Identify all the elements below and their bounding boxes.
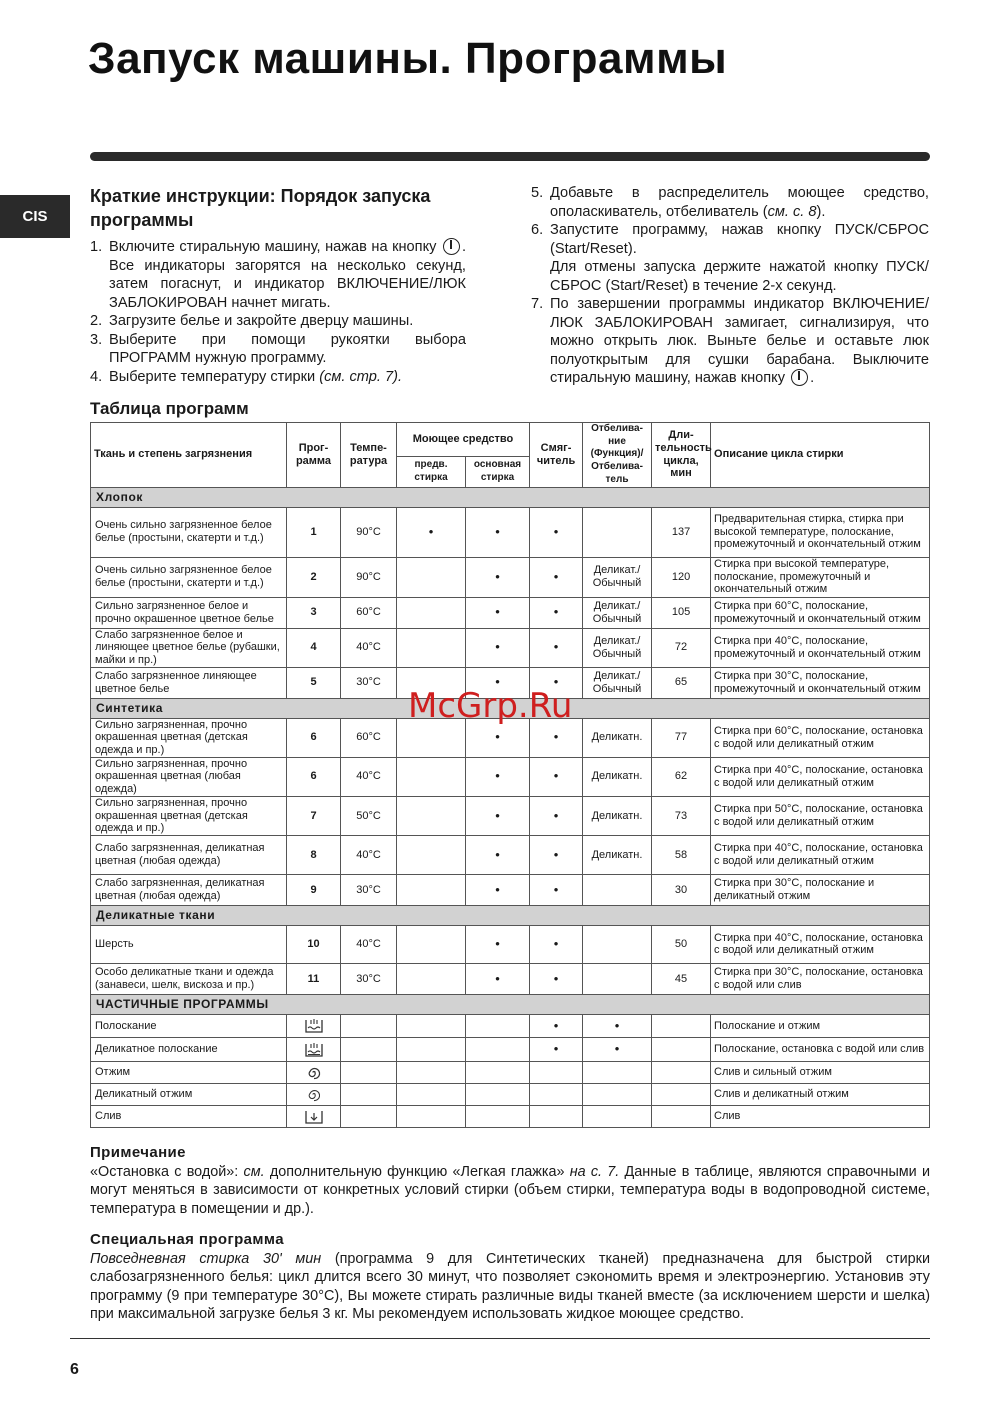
cell-description: Стирка при 40°C, полоскание, остановка с водой или деликатный отжим xyxy=(711,835,930,874)
footer-rule xyxy=(70,1338,930,1339)
cell-duration: 45 xyxy=(652,963,711,994)
table-row xyxy=(91,796,930,835)
cell-fabric: Особо деликатные ткани и одежда (занавеси, шелк, вискоза и пр.) xyxy=(91,963,287,994)
cell-mainwash: • xyxy=(466,507,530,557)
cell-softener: • xyxy=(530,925,583,963)
cell-program: 6 xyxy=(287,757,341,796)
cell-duration: 120 xyxy=(652,557,711,597)
cell-softener: • xyxy=(530,874,583,905)
cell-program xyxy=(287,1037,341,1061)
cell-temp xyxy=(341,1061,397,1083)
cell-softener: • xyxy=(530,1014,583,1037)
cell-prewash xyxy=(397,597,466,628)
cell-mainwash: • xyxy=(466,557,530,597)
cell-fabric: Слабо загрязненное белое и линяющее цветное белье (рубашки, майки и пр.) xyxy=(91,628,287,667)
cell-bleach xyxy=(583,874,652,905)
cell-temp: 40°C xyxy=(341,757,397,796)
cell-softener: • xyxy=(530,507,583,557)
cell-duration: 62 xyxy=(652,757,711,796)
instructions-left xyxy=(90,184,466,386)
cell-duration: 77 xyxy=(652,718,711,757)
cell-prewash: • xyxy=(397,507,466,557)
cell-duration: 50 xyxy=(652,925,711,963)
header-prewash: предв. стирка xyxy=(397,457,466,487)
cell-prewash xyxy=(397,1037,466,1061)
cell-temp: 30°C xyxy=(341,963,397,994)
cell-description: Стирка при 60°C, полоскание, остановка с водой или деликатный отжим xyxy=(711,718,930,757)
header-detergent: Моющее средство xyxy=(397,423,530,457)
special-heading: Специальная программа xyxy=(90,1231,284,1248)
cell-temp: 40°C xyxy=(341,628,397,667)
cell-prewash xyxy=(397,757,466,796)
cell-program: 6 xyxy=(287,718,341,757)
cell-program xyxy=(287,1105,341,1127)
cell-mainwash xyxy=(466,1105,530,1127)
cell-duration xyxy=(652,1037,711,1061)
step-6: 6. Запустите программу, нажав кнопку ПУСК/СБРОС (Start/Reset). Для отмены запуска держите нажатой кнопку ПУСК/СБРОС (Start/Reset) в течение 2-х секунд. xyxy=(531,222,929,294)
note-heading: Примечание xyxy=(90,1144,186,1161)
cell-duration xyxy=(652,1105,711,1127)
cell-prewash xyxy=(397,1083,466,1105)
cell-description: Стирка при 40°C, полоскание, остановка с водой или деликатный отжим xyxy=(711,757,930,796)
cell-description: Стирка при 50°C, полоскание, остановка с водой или деликатный отжим xyxy=(711,796,930,835)
step-7: 7. По завершении программы индикатор ВКЛЮЧЕНИЕ/ЛЮК ЗАБЛОКИРОВАН замигает, сигнализируя, что можно открыть люк. Выньте белье и оставьте люк полуоткрытым для сушки барабана. Выключите стиральную машину, нажав кнопку . xyxy=(531,296,929,386)
cell-program: 2 xyxy=(287,557,341,597)
cell-prewash xyxy=(397,835,466,874)
cell-description: Предварительная стирка, стирка при высокой температуре, полоскание, промежуточный и окончательный отжим xyxy=(711,507,930,557)
cell-bleach xyxy=(583,507,652,557)
step-3: 3. Выберите при помощи рукоятки выбора ПРОГРАММ нужную программу. xyxy=(90,331,466,366)
table-row xyxy=(91,1061,930,1083)
cell-softener: • xyxy=(530,718,583,757)
section-header: ЧАСТИЧНЫЕ ПРОГРАММЫ xyxy=(91,994,930,1014)
cell-bleach xyxy=(583,1061,652,1083)
table-row xyxy=(91,757,930,796)
cell-duration: 105 xyxy=(652,597,711,628)
cell-mainwash: • xyxy=(466,757,530,796)
cell-bleach: Деликатн. xyxy=(583,757,652,796)
cell-mainwash: • xyxy=(466,963,530,994)
instructions-heading: Краткие инструкции: Порядок запуска программы xyxy=(90,186,431,230)
cell-softener xyxy=(530,1105,583,1127)
section-header: Деликатные ткани xyxy=(91,905,930,925)
cell-description: Стирка при 60°C, полоскание, промежуточный и окончательный отжим xyxy=(711,597,930,628)
cell-prewash xyxy=(397,1105,466,1127)
power-button-icon xyxy=(443,238,460,255)
cell-bleach xyxy=(583,1083,652,1105)
header-program: Прог-рамма xyxy=(287,423,341,488)
delicate-rinse-icon xyxy=(304,1041,324,1058)
cell-mainwash: • xyxy=(466,925,530,963)
cell-program: 9 xyxy=(287,874,341,905)
cell-description: Полоскание, остановка с водой или слив xyxy=(711,1037,930,1061)
cell-fabric: Отжим xyxy=(91,1061,287,1083)
cell-duration: 137 xyxy=(652,507,711,557)
cell-description: Слив и деликатный отжим xyxy=(711,1083,930,1105)
note-text: «Остановка с водой»: см. дополнительную функцию «Легкая глажка» на с. 7. Данные в таблице, являются справочными и могут меняться в зависимости от конкретных условий стирки (объем стирки, температура воды в водопроводной системе, температура в помещении и др.). xyxy=(90,1163,930,1217)
cell-fabric: Сильно загрязненная, прочно окрашенная цветная (детская одежда и пр.) xyxy=(91,796,287,835)
cell-program: 1 xyxy=(287,507,341,557)
cell-bleach xyxy=(583,925,652,963)
section-header: Хлопок xyxy=(91,487,930,507)
special-text: Повседневная стирка 30' мин (программа 9 для Синтетических тканей) предназначена для быстрой стирки слабозагрязненного белья: цикл длится всего 30 минут, что позволяет сэкономить время и электроэнергию. Установив эту программу (9 при температуре 30°C), Вы можете стирать различные виды тканей вместе (за исключением шерсти и шелка) при максимальной загрузке белья 3 кг. Мы рекомендуем использовать жидкое моющее средство. xyxy=(90,1250,931,1322)
cell-program xyxy=(287,1083,341,1105)
cell-fabric: Деликатное полоскание xyxy=(91,1037,287,1061)
cell-prewash xyxy=(397,796,466,835)
cell-softener: • xyxy=(530,597,583,628)
header-mainwash: основная стирка xyxy=(466,457,530,487)
table-row xyxy=(91,1105,930,1127)
cell-mainwash: • xyxy=(466,874,530,905)
delicate-spin-icon xyxy=(304,1086,324,1103)
note-block xyxy=(90,1144,930,1218)
step-4: 4. Выберите температуру стирки (см. стр. 7). xyxy=(90,368,403,385)
table-row xyxy=(91,1037,930,1061)
table-row xyxy=(91,874,930,905)
cell-duration: 65 xyxy=(652,667,711,698)
cell-program: 11 xyxy=(287,963,341,994)
cell-fabric: Слабо загрязненное линяющее цветное белье xyxy=(91,667,287,698)
cell-temp: 40°C xyxy=(341,835,397,874)
cell-temp: 90°C xyxy=(341,557,397,597)
cell-softener: • xyxy=(530,757,583,796)
cell-description: Слив xyxy=(711,1105,930,1127)
cell-mainwash: • xyxy=(466,835,530,874)
step-2: 2. Загрузите белье и закройте дверцу машины. xyxy=(90,313,414,329)
header-duration: Дли-тельность цикла, мин xyxy=(652,423,711,488)
cell-duration xyxy=(652,1061,711,1083)
cell-temp xyxy=(341,1037,397,1061)
title-rule xyxy=(90,152,930,161)
cell-program xyxy=(287,1061,341,1083)
cell-description: Слив и сильный отжим xyxy=(711,1061,930,1083)
cell-prewash xyxy=(397,963,466,994)
cell-program: 5 xyxy=(287,667,341,698)
cell-fabric: Деликатный отжим xyxy=(91,1083,287,1105)
page-number: 6 xyxy=(70,1361,79,1378)
cell-description: Стирка при 40°C, полоскание, остановка с водой или деликатный отжим xyxy=(711,925,930,963)
table-row xyxy=(91,1014,930,1037)
cell-temp: 50°C xyxy=(341,796,397,835)
cell-description: Стирка при 30°C, полоскание, промежуточный и окончательный отжим xyxy=(711,667,930,698)
table-row xyxy=(91,1083,930,1105)
cell-mainwash xyxy=(466,1037,530,1061)
cell-mainwash: • xyxy=(466,628,530,667)
cell-fabric: Сильно загрязненная, прочно окрашенная цветная (любая одежда) xyxy=(91,757,287,796)
cell-fabric: Слив xyxy=(91,1105,287,1127)
cell-duration: 72 xyxy=(652,628,711,667)
cell-fabric: Слабо загрязненная, деликатная цветная (любая одежда) xyxy=(91,835,287,874)
step-1: 1. Включите стиральную машину, нажав на кнопку . Все индикаторы загорятся на несколько секунд, затем погаснут, и индикатор ВКЛЮЧЕНИЕ/ЛЮК ЗАБЛОКИРОВАН начнет мигать. xyxy=(90,239,466,311)
cell-prewash xyxy=(397,874,466,905)
cell-softener: • xyxy=(530,835,583,874)
language-tab: CIS xyxy=(0,195,70,238)
cell-fabric: Очень сильно загрязненное белое белье (простыни, скатерти и т.д.) xyxy=(91,507,287,557)
cell-mainwash: • xyxy=(466,718,530,757)
cell-bleach: Деликат./ Обычный xyxy=(583,628,652,667)
page-title: Запуск машины. Программы xyxy=(88,34,728,83)
cell-temp: 60°C xyxy=(341,718,397,757)
cell-softener: • xyxy=(530,628,583,667)
cell-softener: • xyxy=(530,963,583,994)
spin-icon xyxy=(304,1064,324,1081)
cell-fabric: Очень сильно загрязненное белое белье (простыни, скатерти и т.д.) xyxy=(91,557,287,597)
cell-prewash xyxy=(397,557,466,597)
cell-duration: 30 xyxy=(652,874,711,905)
table-title: Таблица программ xyxy=(90,399,249,418)
header-fabric: Ткань и степень загрязнения xyxy=(91,423,287,488)
cell-program: 8 xyxy=(287,835,341,874)
table-row xyxy=(91,963,930,994)
cell-temp xyxy=(341,1083,397,1105)
cell-duration: 58 xyxy=(652,835,711,874)
cell-softener: • xyxy=(530,667,583,698)
programs-table xyxy=(90,422,930,1128)
cell-softener xyxy=(530,1061,583,1083)
cell-softener: • xyxy=(530,1037,583,1061)
instructions-right xyxy=(531,184,929,388)
cell-fabric: Полоскание xyxy=(91,1014,287,1037)
cell-bleach: Деликат./ Обычный xyxy=(583,597,652,628)
table-row xyxy=(91,628,930,667)
cell-duration: 73 xyxy=(652,796,711,835)
cell-fabric: Сильно загрязненное белое и прочно окрашенное цветное белье xyxy=(91,597,287,628)
cell-temp: 90°C xyxy=(341,507,397,557)
cell-description: Полоскание и отжим xyxy=(711,1014,930,1037)
cell-bleach: Деликат./ Обычный xyxy=(583,557,652,597)
cell-program: 7 xyxy=(287,796,341,835)
cell-prewash xyxy=(397,1014,466,1037)
cell-mainwash xyxy=(466,1083,530,1105)
table-row xyxy=(91,597,930,628)
cell-fabric: Сильно загрязненная, прочно окрашенная цветная (детская одежда и пр.) xyxy=(91,718,287,757)
cell-temp xyxy=(341,1014,397,1037)
cell-mainwash: • xyxy=(466,597,530,628)
special-block xyxy=(90,1231,930,1324)
cell-softener: • xyxy=(530,796,583,835)
cell-bleach: • xyxy=(583,1037,652,1061)
header-description: Описание цикла стирки xyxy=(711,423,930,488)
cell-description: Стирка при 40°C, полоскание, промежуточный и окончательный отжим xyxy=(711,628,930,667)
cell-bleach: Деликат./ Обычный xyxy=(583,667,652,698)
cell-mainwash: • xyxy=(466,667,530,698)
power-button-icon xyxy=(791,369,808,386)
cell-bleach: Деликатн. xyxy=(583,796,652,835)
cell-fabric: Слабо загрязненная, деликатная цветная (любая одежда) xyxy=(91,874,287,905)
cell-duration xyxy=(652,1014,711,1037)
header-bleach: Отбелива-ние (Функция)/ Отбелива-тель xyxy=(583,423,652,488)
cell-program: 4 xyxy=(287,628,341,667)
cell-mainwash: • xyxy=(466,796,530,835)
step-5: 5. Добавьте в распределитель моющее средство, ополаскиватель, отбеливатель (см. с. 8). xyxy=(531,185,929,220)
table-row xyxy=(91,925,930,963)
cell-prewash xyxy=(397,628,466,667)
cell-bleach: • xyxy=(583,1014,652,1037)
header-temp: Темпе-ратура xyxy=(341,423,397,488)
cell-temp xyxy=(341,1105,397,1127)
cell-prewash xyxy=(397,1061,466,1083)
cell-prewash xyxy=(397,925,466,963)
cell-bleach xyxy=(583,963,652,994)
table-row xyxy=(91,835,930,874)
rinse-icon xyxy=(304,1017,324,1034)
cell-fabric: Шерсть xyxy=(91,925,287,963)
cell-mainwash xyxy=(466,1014,530,1037)
header-softener: Смяг-читель xyxy=(530,423,583,488)
cell-temp: 30°C xyxy=(341,667,397,698)
cell-softener xyxy=(530,1083,583,1105)
table-row xyxy=(91,557,930,597)
cell-program: 3 xyxy=(287,597,341,628)
cell-bleach xyxy=(583,1105,652,1127)
cell-description: Стирка при 30°C, полоскание и деликатный отжим xyxy=(711,874,930,905)
cell-softener: • xyxy=(530,557,583,597)
cell-temp: 40°C xyxy=(341,925,397,963)
cell-description: Стирка при 30°C, полоскание, остановка с водой или слив xyxy=(711,963,930,994)
cell-temp: 60°C xyxy=(341,597,397,628)
cell-program: 10 xyxy=(287,925,341,963)
cell-bleach: Деликатн. xyxy=(583,835,652,874)
table-row xyxy=(91,507,930,557)
cell-bleach: Деликатн. xyxy=(583,718,652,757)
watermark: McGrp.Ru xyxy=(408,686,573,726)
cell-program xyxy=(287,1014,341,1037)
cell-mainwash xyxy=(466,1061,530,1083)
cell-duration xyxy=(652,1083,711,1105)
drain-icon xyxy=(304,1108,324,1125)
cell-temp: 30°C xyxy=(341,874,397,905)
cell-description: Стирка при высокой температуре, полоскание, промежуточный и окончательный отжим xyxy=(711,557,930,597)
section-header: Синтетика xyxy=(91,698,930,718)
